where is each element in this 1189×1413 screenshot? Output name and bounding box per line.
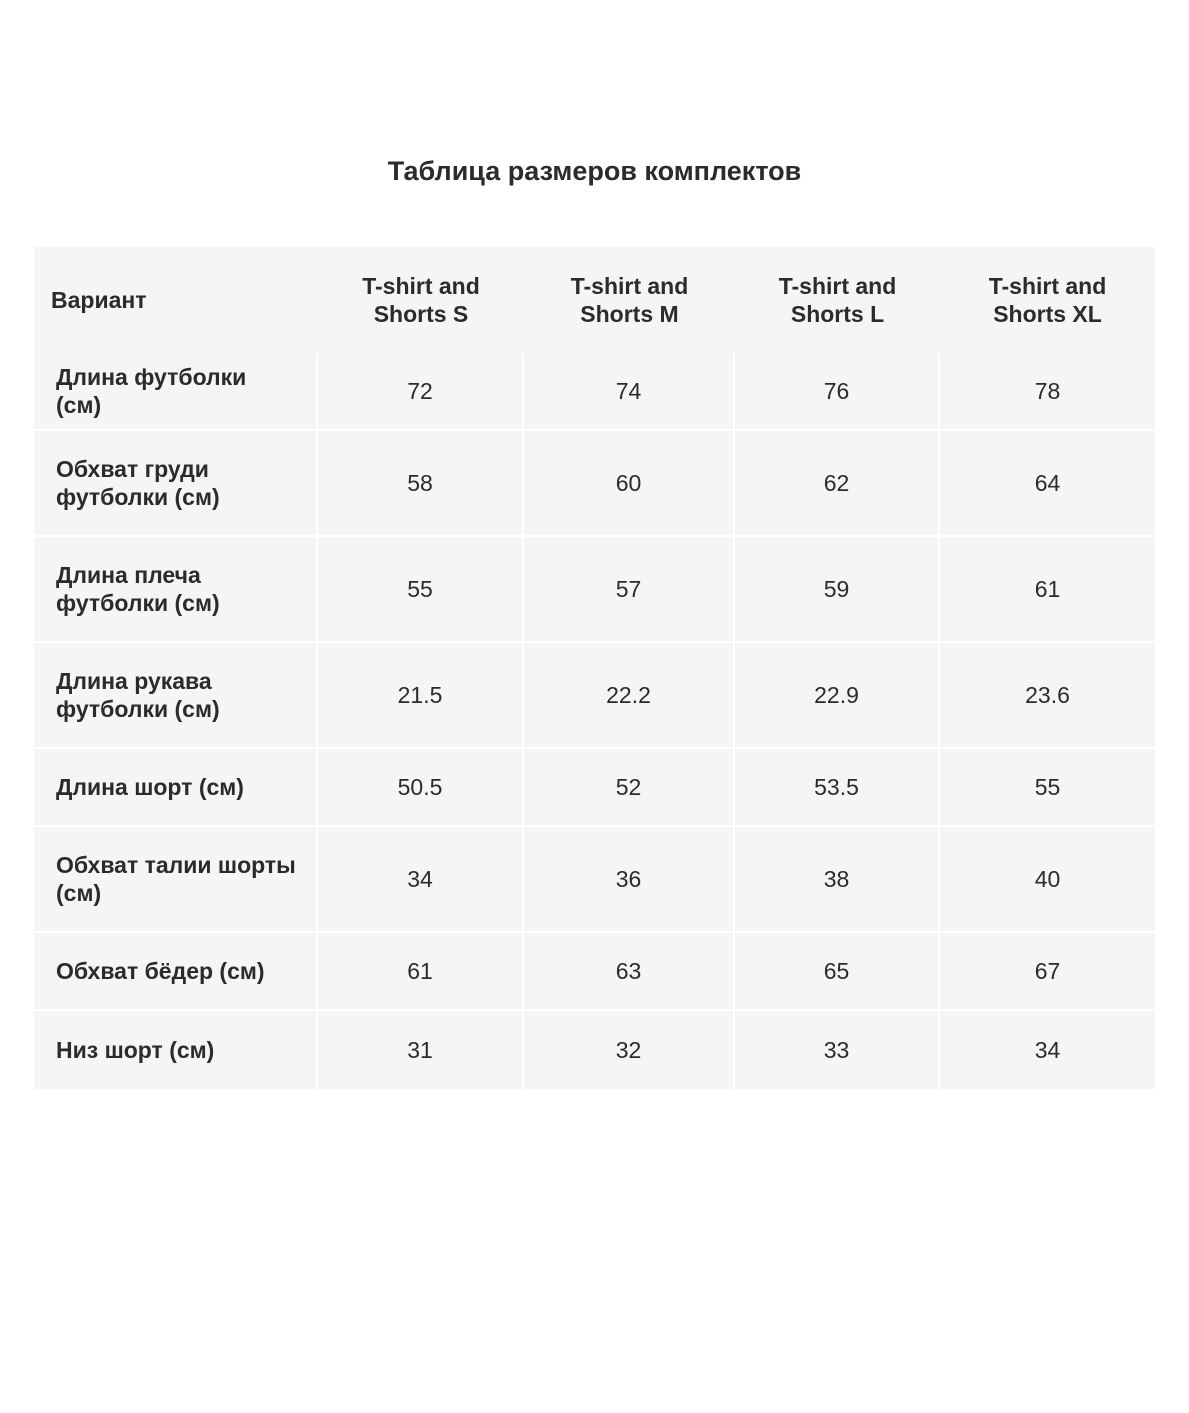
table-cell: 59 [735, 537, 940, 643]
header-size-s: T-shirt and Shorts S [318, 247, 524, 353]
table-cell: 63 [524, 933, 735, 1011]
table-cell: 57 [524, 537, 735, 643]
table-row [34, 933, 1155, 1011]
table-cell: 67 [940, 933, 1155, 1011]
table-cell: 21.5 [318, 643, 524, 749]
table-cell: 34 [318, 827, 524, 933]
table-row [34, 827, 1155, 933]
table-cell: 62 [735, 431, 940, 537]
table-cell: 38 [735, 827, 940, 933]
row-label: Длина рукава футболки (см) [34, 643, 318, 749]
table-cell: 22.2 [524, 643, 735, 749]
table-cell: 55 [940, 749, 1155, 827]
row-label: Низ шорт (см) [34, 1011, 318, 1089]
table-cell: 36 [524, 827, 735, 933]
table-cell: 32 [524, 1011, 735, 1089]
table-row [34, 353, 1155, 431]
table-cell: 74 [524, 353, 735, 431]
table-header-row [34, 247, 1155, 353]
table-cell: 64 [940, 431, 1155, 537]
table-cell: 55 [318, 537, 524, 643]
header-variant: Вариант [34, 247, 318, 353]
page-title: Таблица размеров комплектов [387, 156, 802, 187]
table-row [34, 1011, 1155, 1089]
row-label: Длина футболки (см) [34, 353, 318, 431]
table-cell: 78 [940, 353, 1155, 431]
row-label: Длина шорт (см) [34, 749, 318, 827]
table-cell: 52 [524, 749, 735, 827]
table-cell: 31 [318, 1011, 524, 1089]
table-cell: 72 [318, 353, 524, 431]
row-label: Длина плеча футболки (см) [34, 537, 318, 643]
header-size-m: T-shirt and Shorts M [524, 247, 735, 353]
row-label: Обхват бёдер (см) [34, 933, 318, 1011]
table-cell: 40 [940, 827, 1155, 933]
table-cell: 22.9 [735, 643, 940, 749]
header-size-l: T-shirt and Shorts L [735, 247, 940, 353]
table-cell: 61 [318, 933, 524, 1011]
table-cell: 53.5 [735, 749, 940, 827]
table-row [34, 749, 1155, 827]
table-cell: 65 [735, 933, 940, 1011]
header-size-xl: T-shirt and Shorts XL [940, 247, 1155, 353]
table-cell: 60 [524, 431, 735, 537]
table-row [34, 431, 1155, 537]
row-label: Обхват груди футболки (см) [34, 431, 318, 537]
table-cell: 58 [318, 431, 524, 537]
size-table [34, 247, 1155, 1089]
table-cell: 50.5 [318, 749, 524, 827]
table-cell: 76 [735, 353, 940, 431]
table-cell: 23.6 [940, 643, 1155, 749]
table-row [34, 537, 1155, 643]
table-cell: 33 [735, 1011, 940, 1089]
table-row [34, 643, 1155, 749]
table-cell: 61 [940, 537, 1155, 643]
table-cell: 34 [940, 1011, 1155, 1089]
row-label: Обхват талии шорты (см) [34, 827, 318, 933]
